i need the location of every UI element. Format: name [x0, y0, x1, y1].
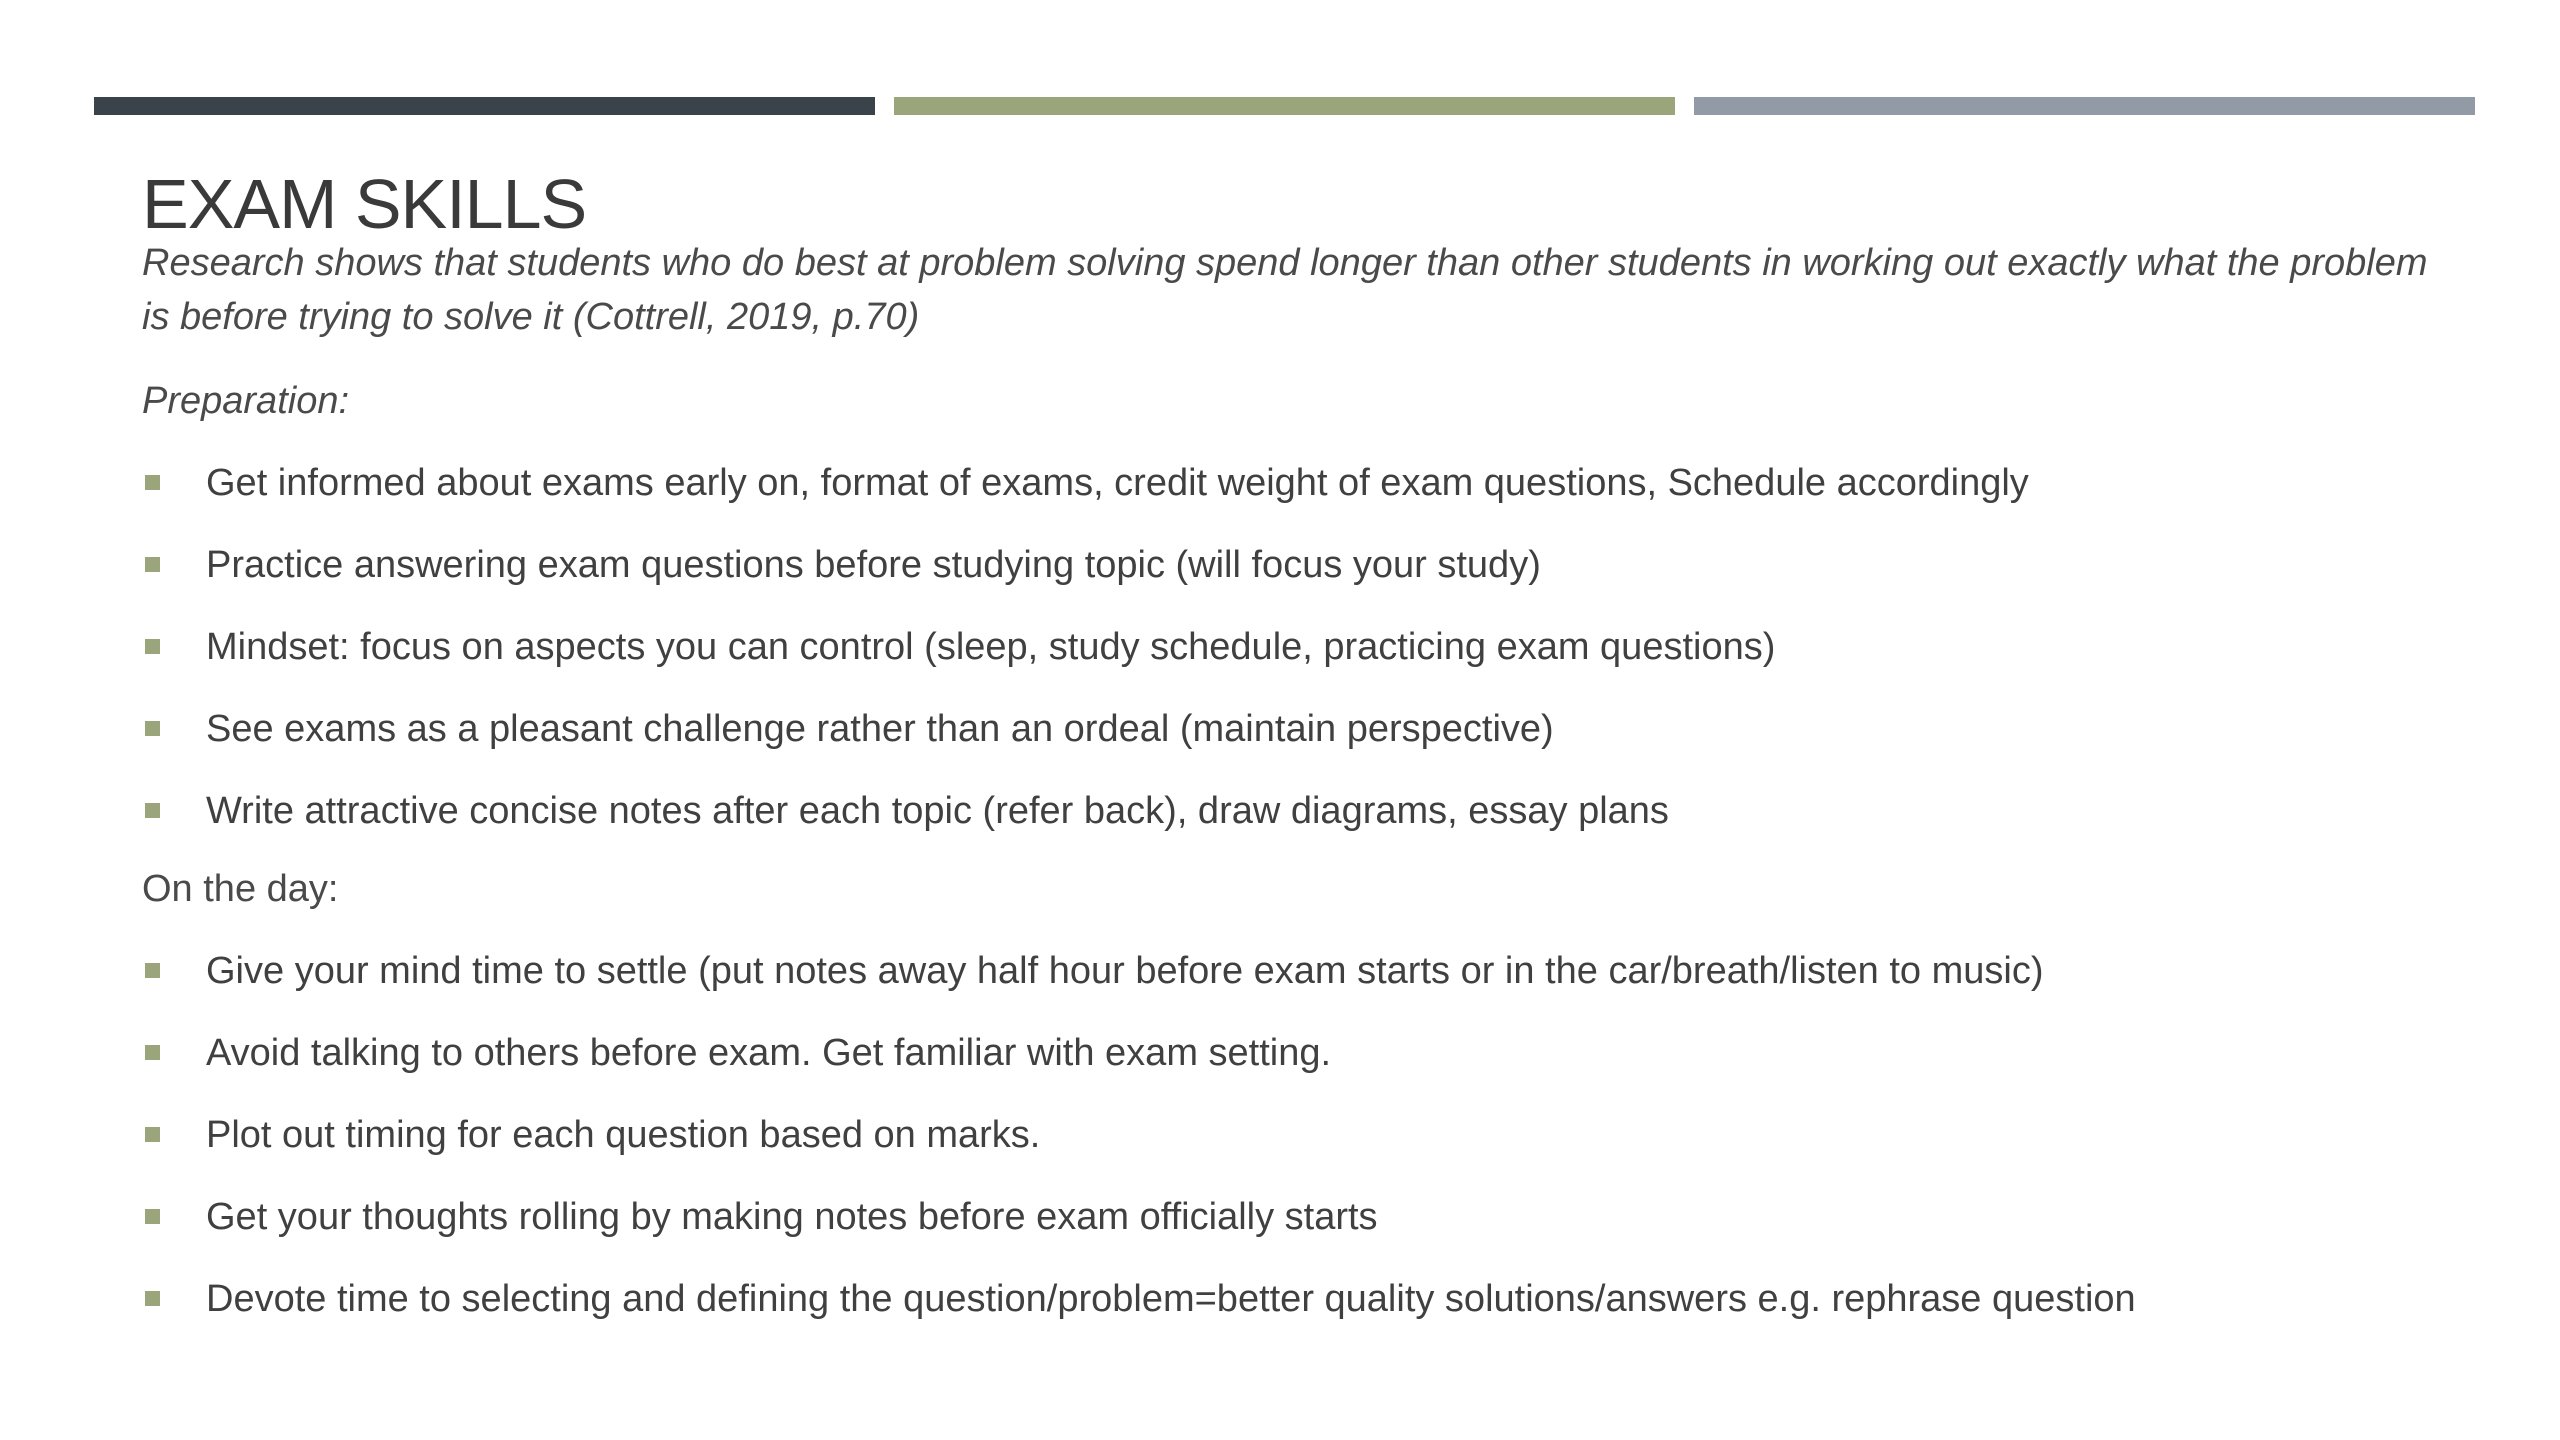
square-bullet-icon — [145, 557, 160, 572]
on-the-day-item — [142, 1274, 2472, 1324]
square-bullet-icon — [145, 475, 160, 490]
on-the-day-item — [142, 1192, 2472, 1242]
header-bar-green — [894, 97, 1675, 115]
header-bar-dark — [94, 97, 875, 115]
on-the-day-item — [142, 946, 2472, 996]
header-bar-grey — [1694, 97, 2475, 115]
square-bullet-icon — [145, 1045, 160, 1060]
square-bullet-icon — [145, 1291, 160, 1306]
preparation-label: Preparation: — [142, 380, 350, 422]
on-the-day-item-text: Give your mind time to settle (put notes away half hour before exam starts or in the car/breath/listen to music) — [206, 950, 2044, 992]
on-the-day-item — [142, 1110, 2472, 1160]
preparation-item — [142, 540, 2472, 590]
preparation-item-text: Mindset: focus on aspects you can control (sleep, study schedule, practicing exam questions) — [206, 626, 1776, 668]
preparation-item — [142, 704, 2472, 754]
on-the-day-label: On the day: — [142, 868, 339, 910]
on-the-day-item-text: Plot out timing for each question based on marks. — [206, 1114, 1041, 1156]
square-bullet-icon — [145, 639, 160, 654]
square-bullet-icon — [145, 1209, 160, 1224]
square-bullet-icon — [145, 963, 160, 978]
square-bullet-icon — [145, 721, 160, 736]
preparation-item-text: Practice answering exam questions before studying topic (will focus your study) — [206, 544, 1541, 586]
on-the-day-item — [142, 1028, 2472, 1078]
preparation-item-text: Get informed about exams early on, format of exams, credit weight of exam questions, Schedule accordingly — [206, 462, 2029, 504]
preparation-item-text: See exams as a pleasant challenge rather than an ordeal (maintain perspective) — [206, 708, 1554, 750]
on-the-day-item-text: Avoid talking to others before exam. Get familiar with exam setting. — [206, 1032, 1332, 1074]
square-bullet-icon — [145, 803, 160, 818]
preparation-item — [142, 458, 2472, 508]
preparation-item — [142, 622, 2472, 672]
preparation-item — [142, 786, 2472, 836]
square-bullet-icon — [145, 1127, 160, 1142]
on-the-day-item-text: Get your thoughts rolling by making notes before exam officially starts — [206, 1196, 1378, 1238]
research-quote: Research shows that students who do best at problem solving spend longer than other students in working out exactly what the problem is before trying to solve it (Cottrell, 2019, p.70) — [142, 242, 2428, 338]
slide-title: EXAM SKILLS — [142, 165, 587, 243]
preparation-item-text: Write attractive concise notes after each topic (refer back), draw diagrams, essay plans — [206, 790, 1669, 832]
on-the-day-item-text: Devote time to selecting and defining the question/problem=better quality solutions/answers e.g. rephrase question — [206, 1278, 2136, 1320]
